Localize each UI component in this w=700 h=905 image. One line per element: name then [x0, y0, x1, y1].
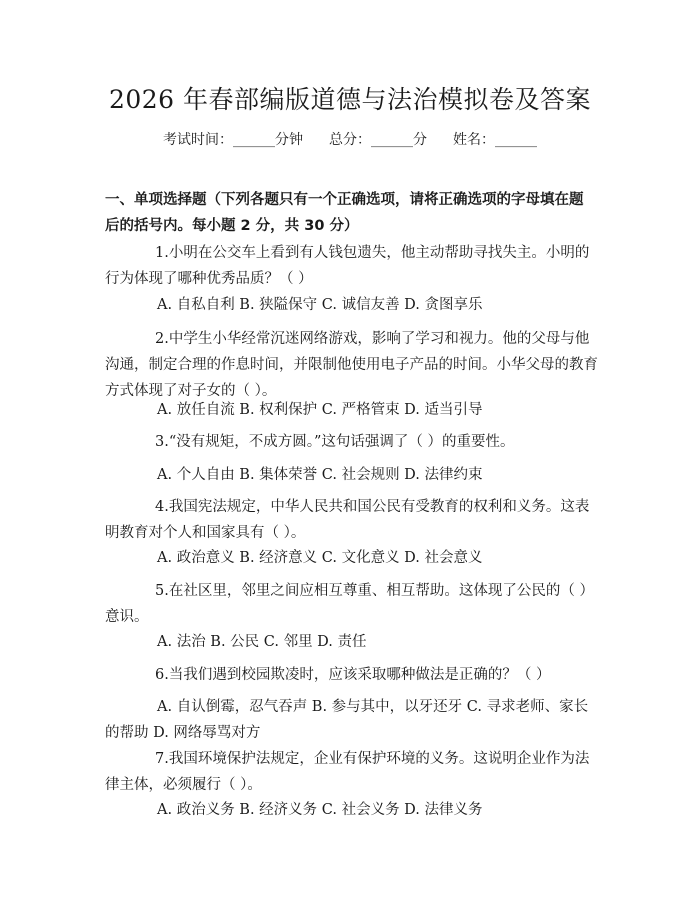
question-7 [105, 746, 600, 798]
question-2 [105, 326, 600, 404]
question-5-options [105, 629, 600, 655]
question-text: 当我们遇到校园欺凌时，应该采取哪种做法是正确的？（ ） [168, 667, 551, 683]
section-heading: 一、单项选择题（下列各题只有一个正确选项，请将正确选项的字母填在题后的括号内。每小题 2 分，共 30 分） [105, 192, 584, 234]
question-4 [105, 494, 600, 546]
question-text: 我国环境保护法规定，企业有保护环境的义务。这说明企业作为法律主体，必须履行（ ）。 [105, 751, 590, 793]
question-2-options [105, 397, 600, 423]
question-text: 我国宪法规定，中华人民共和国公民有受教育的权利和义务。这表明教育对个人和国家具有（ ）。 [105, 499, 590, 541]
page-title: 2026 年春部编版道德与法治模拟卷及答案 [108, 85, 592, 114]
question-number: 1. [155, 245, 169, 261]
question-number: 4. [155, 499, 169, 515]
question-options: A. 政治义务 B. 经济义务 C. 社会义务 D. 法律义务 [157, 802, 483, 818]
question-1 [105, 240, 600, 292]
question-options: A. 政治意义 B. 经济意义 C. 文化意义 D. 社会意义 [157, 550, 483, 566]
question-options: A. 法治 B. 公民 C. 邻里 D. 责任 [157, 634, 367, 650]
exam-time: 考试时间：______分钟 [163, 132, 303, 148]
question-6-options [105, 694, 600, 746]
question-3 [105, 429, 600, 455]
question-options: A. 自私自利 B. 狭隘保守 C. 诚信友善 D. 贪图享乐 [157, 297, 483, 313]
question-7-options [105, 797, 600, 823]
student-name: 姓名：______ [453, 132, 537, 148]
question-text: “没有规矩，不成方圆。”这句话强调了（ ）的重要性。 [168, 434, 515, 450]
question-text: 中学生小华经常沉迷网络游戏，影响了学习和视力。他的父母与他沟通，制定合理的作息时间，并限制他使用电子产品的时间。小华父母的教育方式体现了对子女的（ ）。 [105, 331, 598, 399]
question-number: 2. [155, 331, 169, 347]
question-1-options [105, 292, 600, 318]
question-6 [105, 662, 600, 688]
question-number: 3. [155, 434, 169, 450]
question-number: 7. [155, 751, 169, 767]
question-3-options [105, 462, 600, 488]
question-options: A. 放任自流 B. 权利保护 C. 严格管束 D. 适当引导 [157, 402, 483, 418]
question-number: 5. [155, 583, 169, 599]
exam-total-score: 总分：______分 [329, 132, 427, 148]
question-text: 小明在公交车上看到有人钱包遗失，他主动帮助寻找失主。小明的行为体现了哪种优秀品质？（ ） [105, 245, 590, 287]
question-options: A. 个人自由 B. 集体荣誉 C. 社会规则 D. 法律约束 [157, 467, 483, 483]
exam-meta [0, 128, 700, 152]
question-number: 6. [155, 667, 169, 683]
question-options: A. 自认倒霉，忍气吞声 B. 参与其中，以牙还牙 C. 寻求老师、家长的帮助 D. 网络辱骂对方 [105, 699, 589, 741]
question-4-options [105, 545, 600, 571]
question-5 [105, 578, 600, 630]
question-text: 在社区里，邻里之间应相互尊重、相互帮助。这体现了公民的（ ）意识。 [105, 583, 594, 625]
